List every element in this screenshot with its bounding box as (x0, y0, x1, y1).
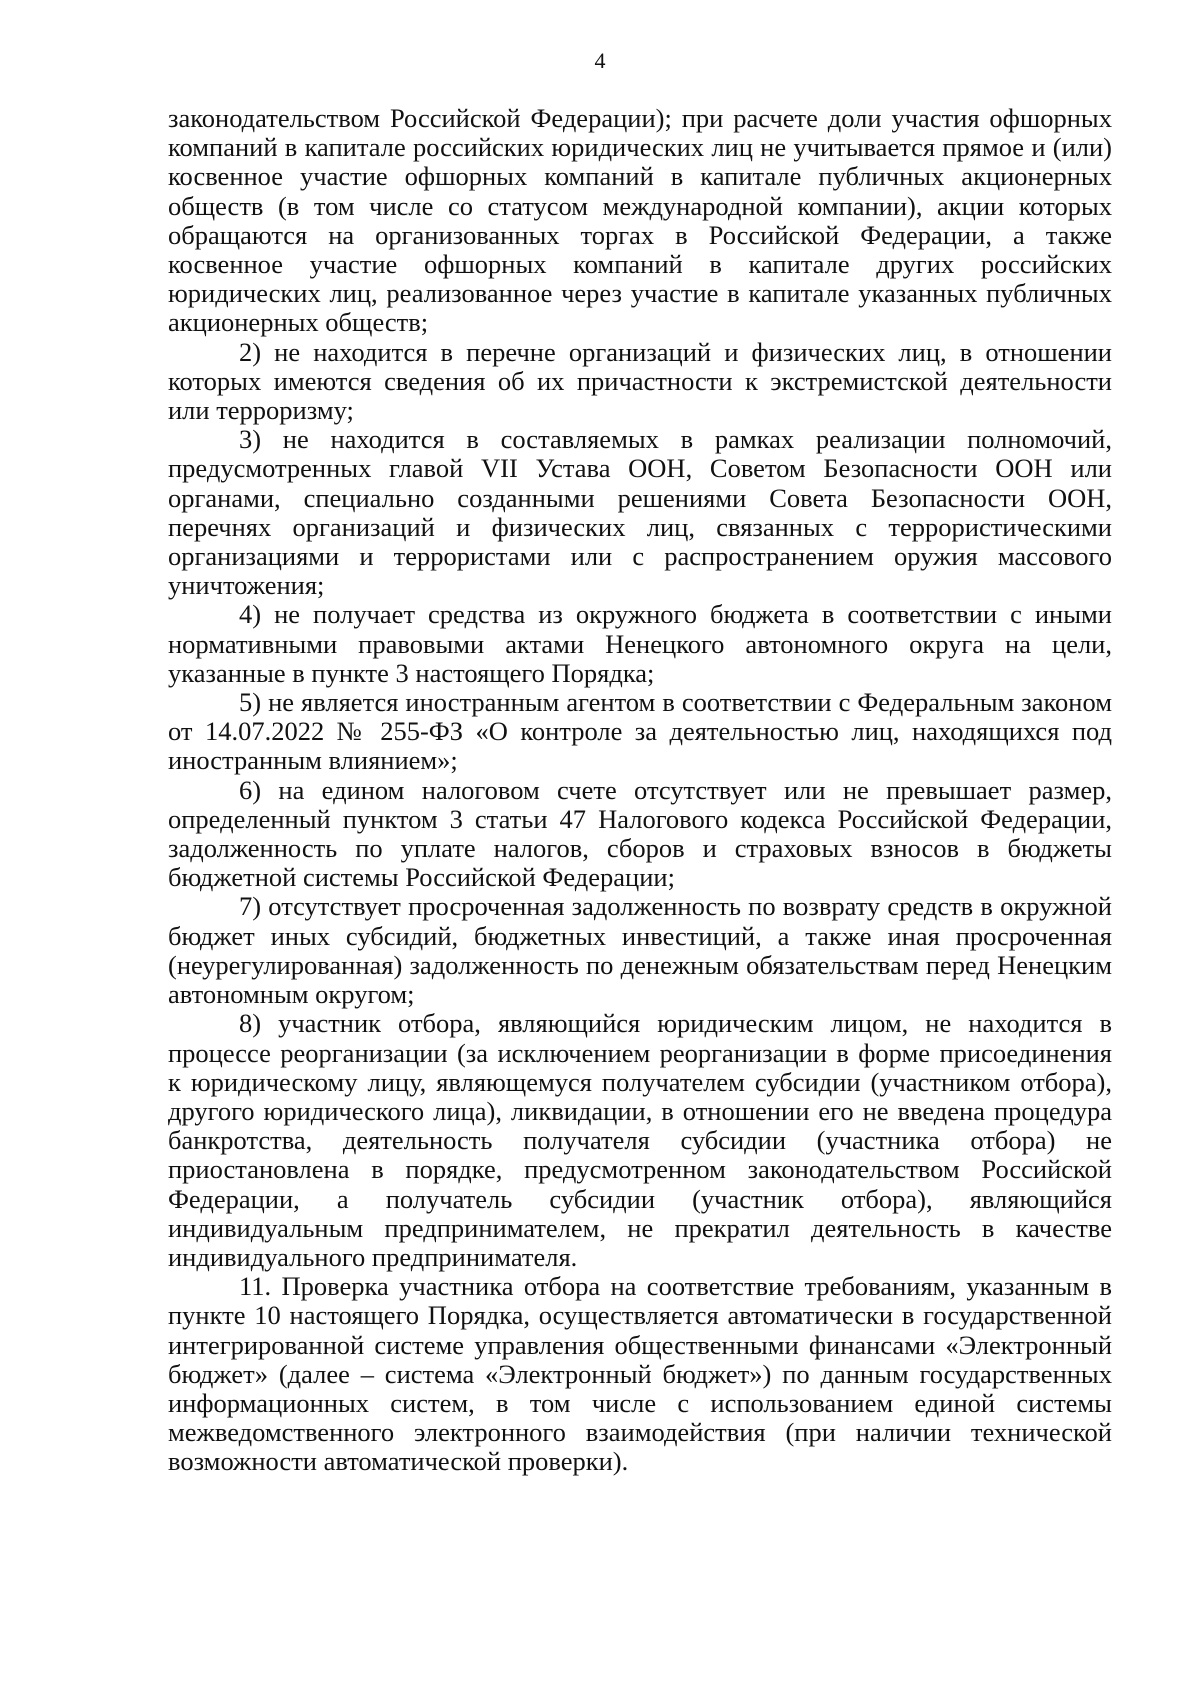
paragraph-clause-11: 11. Проверка участника отбора на соответствие требованиям, указанным в пункте 10 настоящего Порядка, осуществляется автоматически в государственной интегрированной системе управления общественными финансами «Электронный бюджет» (далее – система «Электронный бюджет») по данным государственных информационных систем, в том числе с использованием единой системы межведомственного электронного взаимодействия (при наличии технической возможности автоматической проверки). (168, 1271, 1112, 1477)
document-body (168, 104, 1112, 1477)
paragraph-item-8: 8) участник отбора, являющийся юридическим лицом, не находится в процессе реорганизации (за исключением реорганизации в форме присоединения к юридическому лицу, являющемуся получателем субсидии (участником отбора), другого юридического лица), ликвидации, в отношении его не введена процедура банкротства, деятельность получателя субсидии (участника отбора) не приостановлена в порядке, предусмотренном законодательством Российской Федерации, а получатель субсидии (участник отбора), являющийся индивидуальным предпринимателем, не прекратил деятельность в качестве индивидуального предпринимателя. (168, 1008, 1112, 1272)
paragraph-offshore-continuation: законодательством Российской Федерации); при расчете доли участия офшорных компаний в капитале российских юридических лиц не учитывается прямое и (или) косвенное участие офшорных компаний в капитале публичных акционерных обществ (в том числе со статусом международной компании), акции которых обращаются на организованных торгах в Российской Федерации, а также косвенное участие офшорных компаний в капитале других российских юридических лиц, реализованное через участие в капитале указанных публичных акционерных обществ; (168, 103, 1112, 338)
paragraph-item-3: 3) не находится в составляемых в рамках реализации полномочий, предусмотренных главой VII Устава ООН, Советом Безопасности ООН или органами, специально созданными решениями Совета Безопасности ООН, перечнях организаций и физических лиц, связанных с террористическими организациями и террористами или с распространением оружия массового уничтожения; (168, 424, 1112, 601)
paragraph-item-2: 2) не находится в перечне организаций и физических лиц, в отношении которых имеются сведения об их причастности к экстремистской деятельности или терроризму; (168, 336, 1112, 426)
paragraph-item-7: 7) отсутствует просроченная задолженность по возврату средств в окружной бюджет иных субсидий, бюджетных инвестиций, а также иная просроченная (неурегулированная) задолженность по денежным обязательствам перед Ненецким автономным округом; (168, 891, 1112, 1010)
paragraph-item-5: 5) не является иностранным агентом в соответствии с Федеральным законом от 14.07.2022 № 255-ФЗ «О контроле за деятельностью лиц, находящихся под иностранным влиянием»; (168, 687, 1112, 776)
paragraph-item-4: 4) не получает средства из окружного бюджета в соответствии с иными нормативными правовыми актами Ненецкого автономного округа на цели, указанные в пункте 3 настоящего Порядка; (168, 599, 1112, 688)
paragraph-item-6: 6) на едином налоговом счете отсутствует или не превышает размер, определенный пунктом 3 статьи 47 Налогового кодекса Российской Федерации, задолженность по уплате налогов, сборов и страховых взносов в бюджеты бюджетной системы Российской Федерации; (168, 774, 1112, 893)
page-number: 4 (594, 48, 606, 73)
